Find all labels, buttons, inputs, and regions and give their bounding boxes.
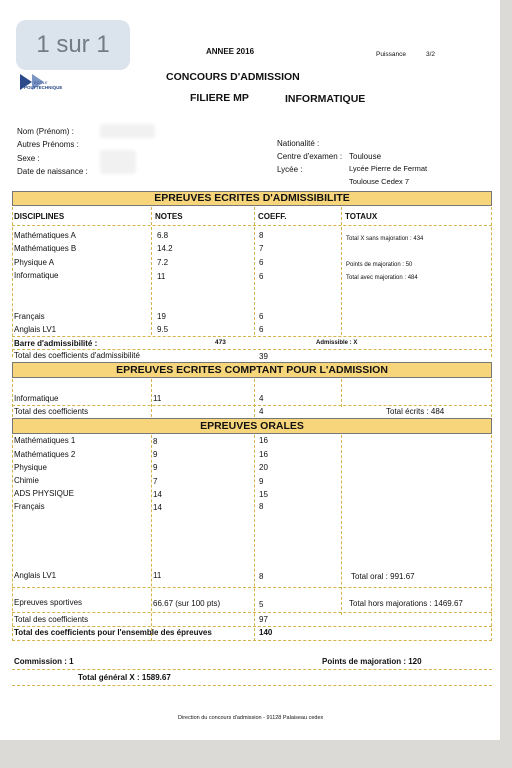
total-sans-majoration: Total X sans majoration : 434 [346, 236, 424, 242]
lycee-line2: Toulouse Cedex 7 [349, 177, 410, 186]
note: 9.5 [157, 325, 169, 334]
note: 19 [157, 312, 166, 321]
total-coeff-value: 39 [259, 352, 268, 361]
redacted-field [100, 150, 136, 174]
discipline: Physique [14, 463, 47, 472]
commission: Commission : 1 [14, 657, 74, 666]
coeff: 15 [259, 490, 268, 499]
col-disciplines: DISCIPLINES [14, 212, 65, 221]
total-coeff-value: 4 [259, 407, 264, 416]
section-orales-title: EPREUVES ORALES [12, 418, 492, 434]
nom-label: Nom (Prénom) : [17, 127, 74, 136]
points-majoration: Points de majoration : 50 [346, 262, 413, 268]
coeff: 6 [259, 272, 264, 281]
school-logo [18, 72, 74, 98]
filiere: FILIERE MP [190, 92, 249, 104]
total-hors-majorations: Total hors majorations : 1469.67 [349, 599, 463, 608]
discipline: Mathématiques B [14, 244, 77, 253]
note: 66.67 (sur 100 pts) [153, 599, 221, 608]
discipline: Informatique [14, 271, 59, 280]
logo-line2: POLYTECHNIQUE [24, 85, 63, 90]
total-all-value: 140 [259, 628, 273, 637]
year: ANNEE 2016 [206, 47, 255, 56]
note: 7 [153, 477, 158, 486]
section-ecrits-title: EPREUVES ECRITES D'ADMISSIBILITE [12, 191, 492, 206]
section-admission-title: EPREUVES ECRITES COMPTANT POUR L'ADMISSION [12, 362, 492, 378]
coeff: 20 [259, 463, 268, 472]
note: 11 [153, 571, 162, 580]
coeff: 6 [259, 258, 264, 267]
note: 11 [153, 394, 162, 403]
sexe-label: Sexe : [17, 154, 40, 163]
centre-label: Centre d'examen : [277, 152, 343, 161]
coeff: 8 [259, 502, 264, 511]
total-oral: Total oral : 991.67 [351, 572, 415, 581]
col-coeff: COEFF. [258, 212, 287, 221]
centre-value: Toulouse [349, 152, 382, 161]
discipline: Mathématiques 1 [14, 436, 76, 445]
total-general: Total général X : 1589.67 [78, 673, 171, 682]
coeff: 16 [259, 436, 268, 445]
lycee-line1: Lycée Pierre de Fermat [349, 164, 428, 173]
coeff: 9 [259, 477, 264, 486]
coeff: 7 [259, 244, 264, 253]
redacted-field [100, 124, 155, 138]
coeff: 6 [259, 325, 264, 334]
coeff: 16 [259, 450, 268, 459]
points-majoration-total: Points de majoration : 120 [322, 657, 422, 666]
coeff: 8 [259, 572, 264, 581]
discipline: Anglais LV1 [14, 571, 57, 580]
lycee-label: Lycée : [277, 165, 303, 174]
discipline: Français [14, 502, 45, 511]
col-totaux: TOTAUX [345, 212, 378, 221]
total-coeff-value: 97 [259, 615, 268, 624]
note: 7.2 [157, 258, 169, 267]
nationalite-label: Nationalité : [277, 139, 320, 148]
discipline: Mathématiques 2 [14, 450, 76, 459]
coeff: 5 [259, 600, 264, 609]
barre-value: 473 [215, 339, 226, 346]
option: INFORMATIQUE [285, 93, 366, 105]
naissance-label: Date de naissance : [17, 167, 88, 176]
admissible-status: Admissible : X [316, 340, 358, 346]
puissance-label: Puissance [376, 51, 406, 58]
total-coeff-label: Total des coefficients d'admissibilité [14, 351, 140, 360]
total-all-label: Total des coefficients pour l'ensemble des épreuves [14, 628, 212, 637]
note: 14 [153, 490, 162, 499]
discipline: Epreuves sportives [14, 598, 83, 607]
total-avec-majoration: Total avec majoration : 484 [346, 275, 418, 281]
note: 8 [153, 437, 158, 446]
note: 11 [157, 272, 166, 281]
note: 14 [153, 503, 162, 512]
discipline: Informatique [14, 394, 59, 403]
discipline: Chimie [14, 476, 39, 485]
note: 6.8 [157, 231, 169, 240]
prenoms-label: Autres Prénoms : [17, 140, 79, 149]
page-title: CONCOURS D'ADMISSION [166, 71, 300, 83]
discipline: Anglais LV1 [14, 325, 57, 334]
discipline: Physique A [14, 258, 55, 267]
coeff: 4 [259, 394, 264, 403]
total-ecrits: Total écrits : 484 [386, 407, 445, 416]
coeff: 6 [259, 312, 264, 321]
note: 9 [153, 450, 158, 459]
discipline: Mathématiques A [14, 231, 76, 240]
note: 14.2 [157, 244, 173, 253]
total-coeff-label: Total des coefficients [14, 615, 89, 624]
puissance-value: 3/2 [426, 51, 436, 58]
footer-address: Direction du concours d'admission - 91128 Palaiseau cedex [178, 715, 324, 721]
col-notes: NOTES [155, 212, 183, 221]
barre-label: Barre d'admissibilité : [14, 339, 98, 348]
page-indicator: 1 sur 1 [16, 20, 130, 70]
discipline: Français [14, 312, 45, 321]
total-coeff-label: Total des coefficients [14, 407, 89, 416]
coeff: 8 [259, 231, 264, 240]
note: 9 [153, 463, 158, 472]
discipline: ADS PHYSIQUE [14, 489, 75, 498]
logo-line1: ÉCOLE [34, 80, 48, 85]
